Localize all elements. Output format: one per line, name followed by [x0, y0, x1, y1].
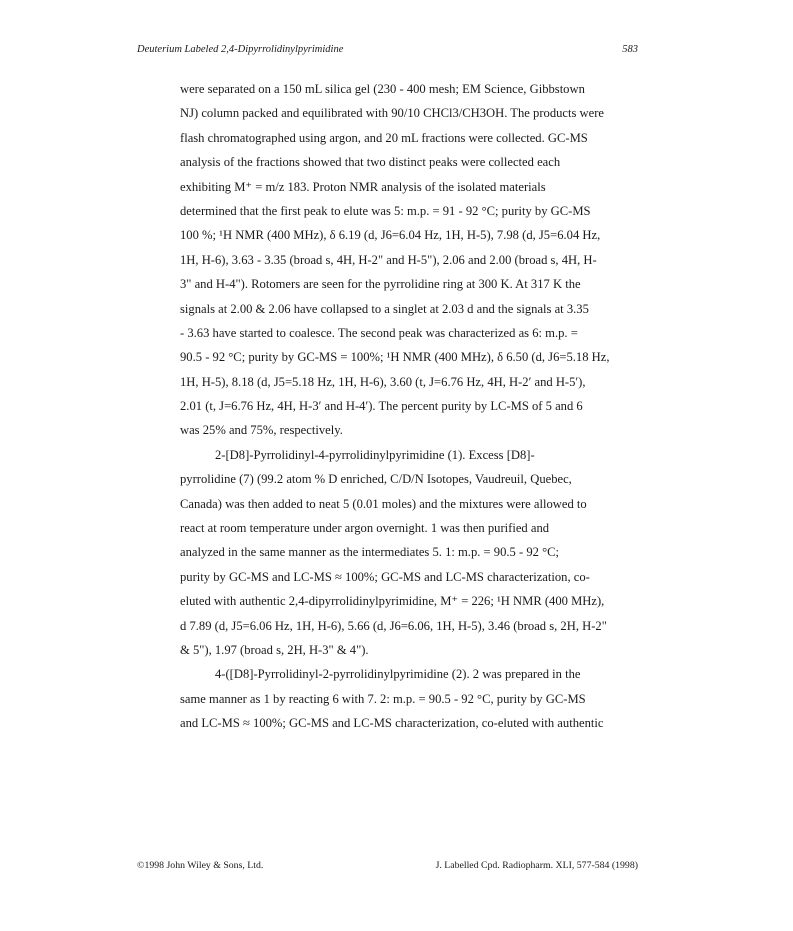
- text-line: 100 %; ¹H NMR (400 MHz), δ 6.19 (d, J6=6.04 Hz, 1H, H-5), 7.98 (d, J5=6.04 Hz,: [180, 228, 601, 243]
- article-body: [180, 77, 650, 736]
- text-line: was 25% and 75%, respectively.: [180, 423, 343, 438]
- paragraph-1: [180, 77, 650, 443]
- text-line: 2.01 (t, J=6.76 Hz, 4H, H-3′ and H-4′). The percent purity by LC-MS of 5 and 6: [180, 399, 583, 414]
- text-line-heading: 4-([D8]-Pyrrolidinyl-2-pyrrolidinylpyrimidine (2). 2 was prepared in the: [215, 667, 581, 682]
- text-line: signals at 2.00 & 2.06 have collapsed to a singlet at 2.03 d and the signals at 3.35: [180, 301, 589, 316]
- text-line: 1H, H-6), 3.63 - 3.35 (broad s, 4H, H-2" and H-5"), 2.06 and 2.00 (broad s, 4H, H-: [180, 252, 597, 267]
- text-line: 1H, H-5), 8.18 (d, J5=5.18 Hz, 1H, H-6), 3.60 (t, J=6.76 Hz, 4H, H-2′ and H-5′),: [180, 374, 586, 389]
- text-line: same manner as 1 by reacting 6 with 7. 2: m.p. = 90.5 - 92 °C, purity by GC-MS: [180, 691, 586, 706]
- paragraph-2: [180, 443, 650, 663]
- text-line: react at room temperature under argon overnight. 1 was then purified and: [180, 521, 550, 536]
- text-line: Canada) was then added to neat 5 (0.01 moles) and the mixtures were allowed to: [180, 496, 587, 511]
- text-line: flash chromatographed using argon, and 20 mL fractions were collected. GC-MS: [180, 130, 588, 145]
- text-line: NJ) column packed and equilibrated with 90/10 CHCl3/CH3OH. The products were: [180, 106, 605, 121]
- page-number: 583: [622, 44, 638, 55]
- text-line: pyrrolidine (7) (99.2 atom % D enriched, C/D/N Isotopes, Vaudreuil, Quebec,: [180, 472, 572, 487]
- text-line: - 3.63 have started to coalesce. The second peak was characterized as 6: m.p. =: [180, 325, 578, 340]
- running-title: Deuterium Labeled 2,4-Dipyrrolidinylpyrimidine: [137, 44, 344, 55]
- text-line-heading: 2-[D8]-Pyrrolidinyl-4-pyrrolidinylpyrimidine (1). Excess [D8]-: [215, 447, 535, 462]
- text-line: determined that the first peak to elute was 5: m.p. = 91 - 92 °C; purity by GC-MS: [180, 203, 591, 218]
- text-line: 3" and H-4"). Rotomers are seen for the pyrrolidine ring at 300 K. At 317 K the: [180, 277, 581, 292]
- running-header: [137, 44, 638, 55]
- text-line: 90.5 - 92 °C; purity by GC-MS = 100%; ¹H NMR (400 MHz), δ 6.50 (d, J6=5.18 Hz,: [180, 350, 610, 365]
- text-line: exhibiting M⁺ = m/z 183. Proton NMR analysis of the isolated materials: [180, 179, 546, 194]
- journal-citation: J. Labelled Cpd. Radiopharm. XLI, 577-584 (1998): [435, 860, 638, 871]
- text-line: analyzed in the same manner as the intermediates 5. 1: m.p. = 90.5 - 92 °C;: [180, 545, 560, 560]
- text-line: were separated on a 150 mL silica gel (230 - 400 mesh; EM Science, Gibbstown: [180, 82, 585, 96]
- text-line: eluted with authentic 2,4-dipyrrolidinylpyrimidine, M⁺ = 226; ¹H NMR (400 MHz),: [180, 594, 605, 609]
- page-footer: [137, 860, 638, 871]
- text-line: purity by GC-MS and LC-MS ≈ 100%; GC-MS and LC-MS characterization, co-: [180, 569, 590, 584]
- copyright-notice: ©1998 John Wiley & Sons, Ltd.: [137, 860, 264, 871]
- text-line: analysis of the fractions showed that two distinct peaks were collected each: [180, 155, 561, 170]
- text-line: d 7.89 (d, J5=6.06 Hz, 1H, H-6), 5.66 (d, J6=6.06, 1H, H-5), 3.46 (broad s, 2H, H-2": [180, 618, 607, 633]
- paragraph-3: [180, 662, 650, 735]
- text-line: & 5"), 1.97 (broad s, 2H, H-3" & 4").: [180, 642, 369, 657]
- text-line: and LC-MS ≈ 100%; GC-MS and LC-MS characterization, co-eluted with authentic: [180, 716, 604, 731]
